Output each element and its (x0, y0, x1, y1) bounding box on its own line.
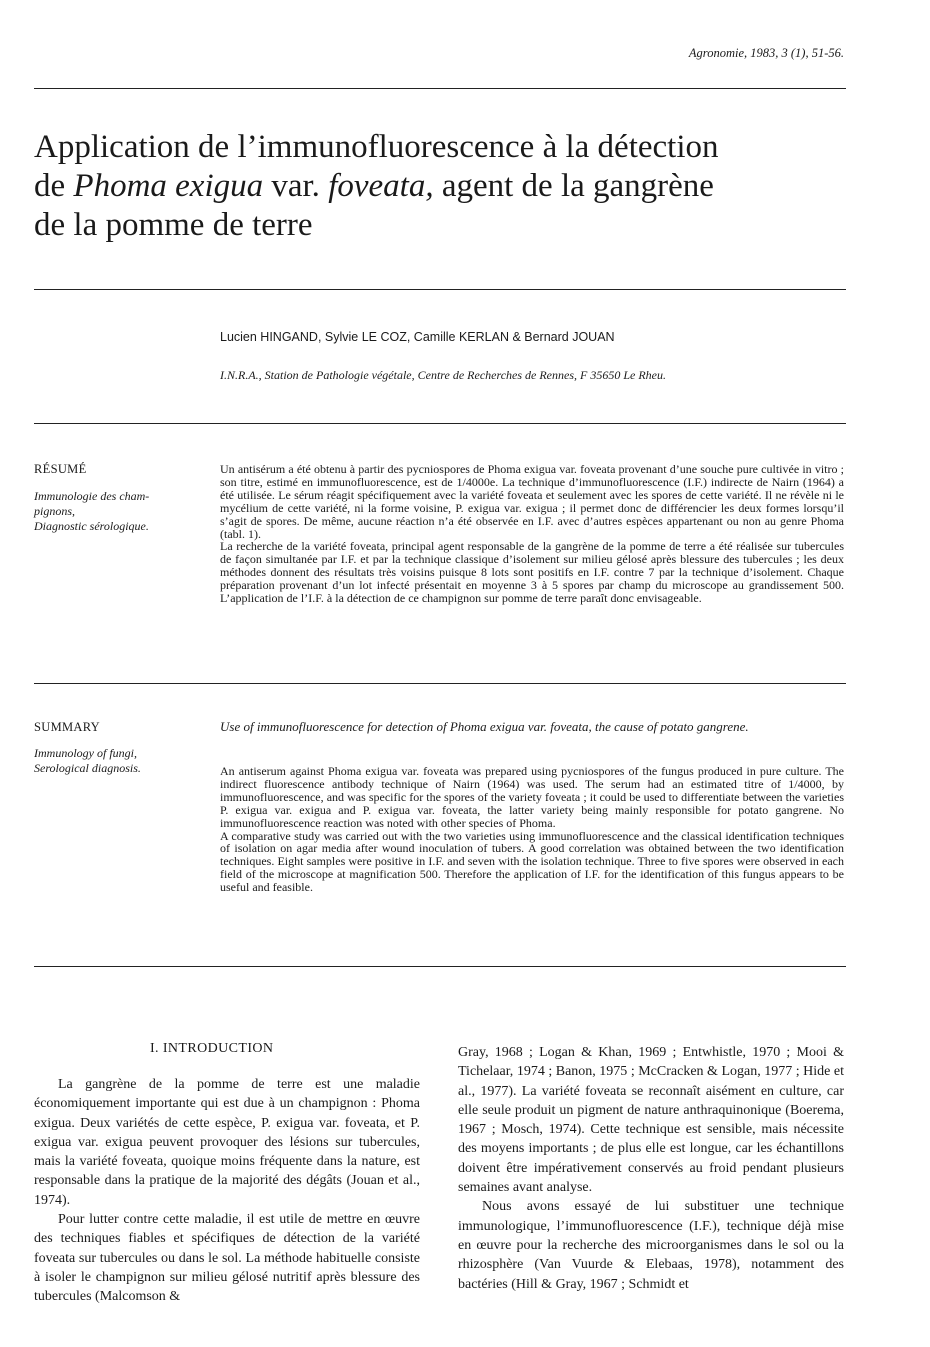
divider (34, 289, 846, 290)
keyword: Immunology of fungi, (34, 746, 137, 760)
resume-paragraph-2: La recherche de la variété foveata, principal agent responsable de la gangrène de la pomme de terre a été réalisée sur tubercules de façon simultanée par I.F. et par la technique classique d’isolement sur milieu gélosé après blessure des tubercules ; les deux méthodes donnent des résultats très voisins puisque 8 lots sont positifs en I.F. contre 7 par la technique d’isolement. Chaque préparation provenant d’un lot infecté présentait en moyenne 3 à 5 spores par champ du microscope au grandissement 500. L’application de l’I.F. à la détection de ce champignon sur pomme de terre paraît donc envisageable. (220, 539, 844, 606)
summary-title: Use of immunofluorescence for detection of Phoma exigua var. foveata, the cause of potato gangrene. (220, 719, 749, 734)
resume-paragraph-1: Un antisérum a été obtenu à partir des pycniospores de Phoma exigua var. foveata provenant d’une souche pure cultivée in vitro ; son titre, estimé en immunofluorescence, est de 1/4000e. La technique d’immunofluorescence (I.F.) indirecte de Nairn (1964) a été utilisée. Le sérum réagit spécifiquement avec la variété foveata et seulement avec les spores de cette variété. Il ne révèle ni le mycélium de cette variété, ni la forme voisine, P. exigua var. exigua ; il permet donc de différencier les deux formes lorsqu’il s’agit de spores. De même, aucune réaction n’a été observée en I.F. avec d’autres espèces appartenant ou non au genre Phoma (tabl. 1). (220, 462, 844, 541)
intro-heading: I. INTRODUCTION (150, 1041, 274, 1056)
resume-heading: RÉSUMÉ (34, 462, 87, 476)
journal-citation: Agronomie, 1983, 3 (1), 51-56. (688, 46, 844, 60)
summary-paragraph-2: A comparative study was carried out with the two varieties using immunofluorescence and the classical identification techniques of isolation on agar media after wound inoculation of tubers. A good correlation was obtained between the two identification techniques. Eight samples were positive in I.F. and seven with the isolation technique. Three to five spores were observed in each field of the microscope at magnification 500. Therefore the application of I.F. for the identification of this fungus appears to be useful and feasible. (220, 828, 844, 895)
summary-heading: SUMMARY (34, 720, 101, 734)
divider (34, 88, 846, 89)
divider (34, 683, 846, 684)
intro-left-column (34, 1075, 420, 1307)
keyword: Serological diagnosis. (34, 761, 141, 775)
intro-paragraph: La gangrène de la pomme de terre est une maladie économiquement importante qui est due à un champignon : Phoma exigua. Deux variétés de cette espèce, P. exigua var. foveata, et P. exigua var. exigua peuvent provoquer des lésions sur tubercules, mais la variété foveata, quoique moins fréquente dans la nature, est responsable dans la pratique de la majorité des dégâts (Jouan et al., 1974). (34, 1077, 420, 1208)
title-line-2 (34, 167, 854, 206)
keyword: Diagnostic sérologique. (34, 519, 149, 533)
intro-paragraph: Nous avons essayé de lui substituer une technique immunologique, l’immunofluorescence (I.F.), technique déjà mise en œuvre pour la recherche des microorganismes dans le sol ou la rhizosphère (Van Vuurde & Elebaas, 1978), notamment des bactéries (Hill & Gray, 1967 ; Schmidt et (458, 1199, 844, 1292)
summary-abstract (220, 765, 844, 894)
resume-abstract (220, 463, 844, 605)
divider (34, 966, 846, 967)
title-line-3: de la pomme de terre (34, 207, 313, 243)
divider (34, 423, 846, 424)
keyword: Immunologie des cham- (34, 489, 150, 503)
title-text: de (34, 168, 74, 204)
resume-keywords (34, 489, 204, 534)
title-line-1: Application de l’immunofluorescence à la détection (34, 129, 719, 165)
intro-right-column (458, 1043, 844, 1294)
summary-keywords (34, 746, 204, 776)
title-variety: foveata, (328, 168, 434, 204)
article-title (34, 128, 854, 245)
intro-paragraph: Pour lutter contre cette maladie, il est utile de mettre en œuvre des techniques fiables et spécifiques de détection de la variété foveata sur tubercules ou dans le sol. La méthode habituelle consiste à isoler le champignon sur milieu gélosé nutritif après blessure des tubercules (Malcomson & (34, 1212, 420, 1305)
authors: Lucien HINGAND, Sylvie LE COZ, Camille KERLAN & Bernard JOUAN (220, 330, 615, 344)
title-text: var. (263, 168, 329, 204)
title-text: agent de la gangrène (433, 168, 714, 204)
affiliation: I.N.R.A., Station de Pathologie végétale, Centre de Recherches de Rennes, F 35650 Le Rheu. (220, 368, 666, 382)
keyword: pignons, (34, 504, 76, 518)
title-species: Phoma exigua (73, 168, 264, 204)
summary-paragraph-1: An antiserum against Phoma exigua var. foveata was prepared using pycniospores of the fungus produced in pure culture. The indirect fluorescence antibody technique of Nairn (1964) was used. The serum had an estimated titre of 1/4000, by immunofluorescence, and was specific for the spores of the variety foveata ; it could be used to differentiate between the varieties P. exigua var. exigua and P. exigua var. foveata, the latter variety being mainly responsible for potato gangrene. No immunofluorescence reaction was noted with other species of Phoma. (220, 764, 844, 830)
intro-paragraph: Gray, 1968 ; Logan & Khan, 1969 ; Entwhistle, 1970 ; Mooi & Tichelaar, 1974 ; Banon, 1975 ; McCracken & Logan, 1977 ; Hide et al., 1977). La variété foveata se reconnaît aisément en culture, car elle seule produit un pigment de nature anthraquinonique (Boerema, 1967 ; Mosch, 1974). Cette technique est sensible, mais nécessite des moyens importants ; de plus elle est longue, car les échantillons doivent être impérativement conservés au froid pendant plusieurs semaines avant analyse. (458, 1045, 844, 1196)
